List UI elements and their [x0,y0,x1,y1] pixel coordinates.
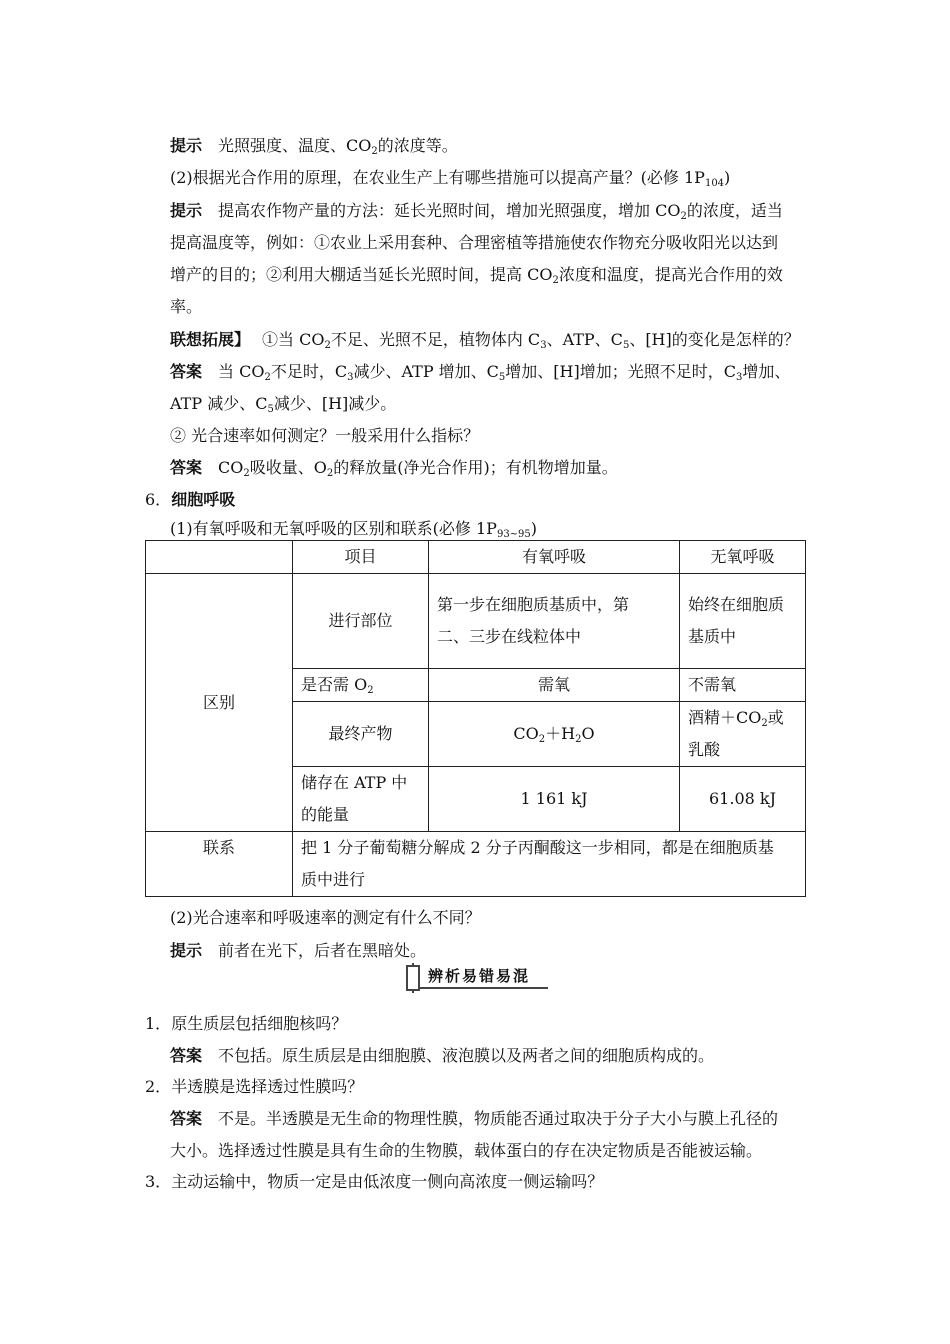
question-line: (2)根据光合作用的原理，在农业生产上有哪些措施可以提高产量？(必修 $1P_{104}$) [170,168,731,189]
hint-continuation: 率。 [170,297,203,316]
hint-continuation: 提高温度等，例如：①农业上采用套种、合理密植等措施使农作物充分吸收阳光以达到 [170,233,779,252]
difference-label: 区别 [146,574,293,832]
answer-line: 答案 当 $CO_2$不足时，$C_3$减少、ATP 增加、$C_5$增加、[H]增加；光照不足时，$C_3$增加、 [170,362,791,383]
hint-line: 提示 光照强度、温度、$CO_2$的浓度等。 [170,136,458,157]
table-row: 联系 把 1 分子葡萄糖分解成 2 分子丙酮酸这一步相同，都是在细胞质基 质中进行 [146,832,806,897]
respiration-comparison-table [145,540,806,897]
answer-continuation: 大小。选择透过性膜是具有生命的生物膜，载体蛋白的存在决定物质是否能被运输。 [170,1141,763,1160]
list-item: 2．半透膜是选择透过性膜吗？ [145,1077,364,1096]
list-item: 3．主动运输中，物质一定是由低浓度一侧向高浓度一侧运输吗？ [145,1172,604,1191]
question-line: (2)光合速率和呼吸速率的测定有什么不同？ [170,908,481,927]
question-line: ② 光合速率如何测定？一般采用什么指标？ [170,426,480,445]
answer-continuation: ATP 减少、$C_5$减少、[H]减少。 [170,394,397,415]
extension-line: 联想拓展】 ①当 $CO_2$不足、光照不足，植物体内 $C_3$、ATP、$C_5$、[H]的变化是怎样的？ [170,330,800,351]
banner-title: 辨析易错易混 [428,967,531,985]
hint-line: 提示 提高农作物产量的方法：延长光照时间，增加光照强度，增加 $CO_2$的浓度，适当 [170,201,783,222]
table-row: 最终产物 $CO_2+H_2O$ 酒精$+CO_2$或 乳酸 [146,702,806,767]
answer-line: 答案 不包括。原生质层是由细胞膜、液泡膜以及两者之间的细胞质构成的。 [170,1046,715,1065]
answer-line: 答案 $CO_2$吸收量、$O_2$的释放量(净光合作用)；有机物增加量。 [170,458,618,479]
section-banner [400,963,548,993]
table-header-row [146,541,806,574]
table-row: 区别 进行部位 第一步在细胞质基质中，第 二、三步在线粒体中 始终在细胞质 基质中 [146,574,806,669]
relation-label: 联系 [146,832,293,897]
answer-line: 答案 不是。半透膜是无生命的物理性膜，物质能否通过取决于分子大小与膜上孔径的 [170,1109,779,1128]
header-aerobic: 有氧呼吸 [429,541,680,574]
list-item: 1．原生质层包括细胞核吗？ [145,1014,348,1033]
header-anaerobic: 无氧呼吸 [680,541,806,574]
section-heading: 6．细胞呼吸 [145,490,236,509]
table-caption: (1)有氧呼吸和无氧呼吸的区别和联系(必修 $1P_{93\sim 95}$) [170,519,538,540]
header-item: 项目 [293,541,429,574]
hint-continuation: 增产的目的；②利用大棚适当延长光照时间，提高 $CO_2$浓度和温度，提高光合作用的效 [170,265,783,286]
table-row: 是否需 $O_2$ 需氧 不需氧 [146,669,806,702]
table-row: 储存在 ATP 中 的能量 1 161 kJ 61.08 kJ [146,767,806,832]
hint-line: 提示 前者在光下，后者在黑暗处。 [170,941,427,960]
